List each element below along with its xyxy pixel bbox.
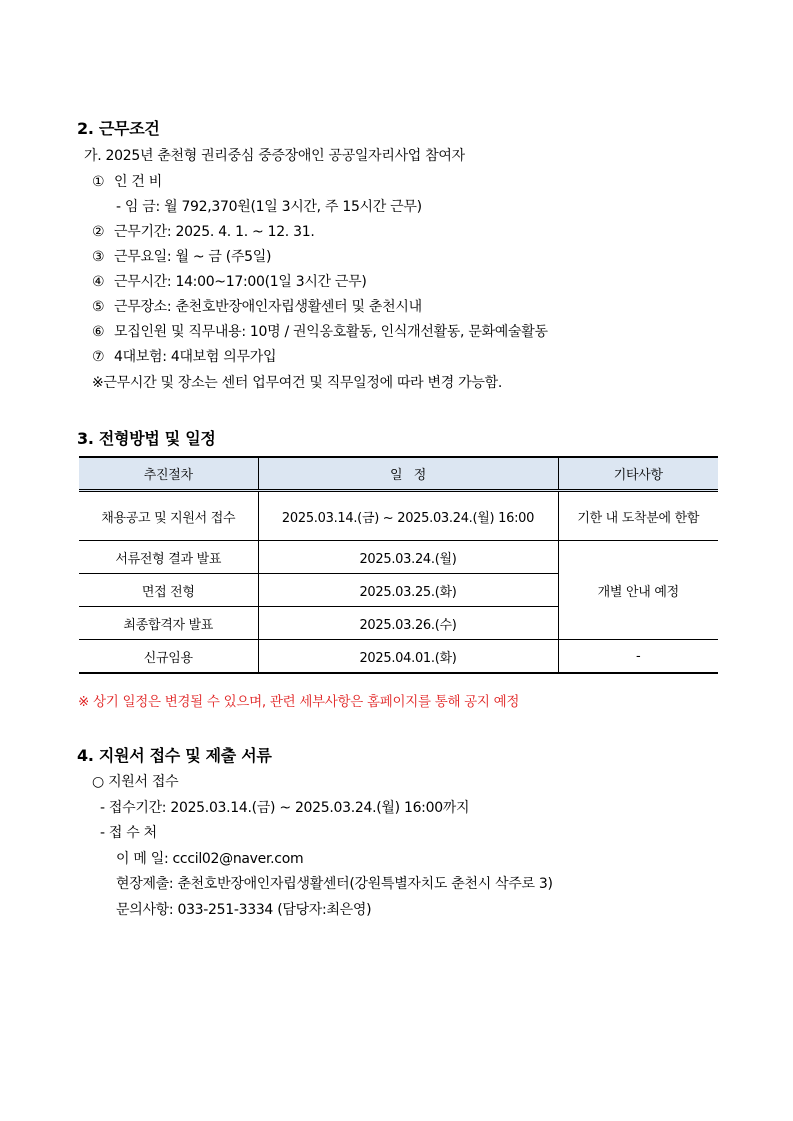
item-number: ③ xyxy=(92,249,105,265)
cell-date: 2025.03.14.(금) ~ 2025.03.24.(월) 16:00 xyxy=(258,491,558,541)
cell-step: 신규임용 xyxy=(79,640,258,674)
section-2-note: ※근무시간 및 장소는 센터 업무여건 및 직무일정에 따라 변경 가능함. xyxy=(92,375,502,391)
cell-date: 2025.03.26.(수) xyxy=(258,607,558,640)
section-4-title: 4. 지원서 접수 및 제출 서류 xyxy=(77,746,272,765)
item-number: ⑥ xyxy=(92,324,105,340)
cell-date: 2025.03.25.(화) xyxy=(258,574,558,607)
section-2-title: 2. 근무조건 xyxy=(77,119,160,138)
section-4-bullet: ○ 지원서 접수 xyxy=(92,774,179,790)
condition-item xyxy=(92,321,548,341)
section-3-note: ※ 상기 일정은 변경될 수 있으며, 관련 세부사항은 홈페이지를 통해 공지 예정 xyxy=(78,694,520,710)
cell-date: 2025.04.01.(화) xyxy=(258,640,558,674)
header-step: 추진절차 xyxy=(79,457,258,491)
condition-item xyxy=(92,221,314,241)
cell-step: 서류전형 결과 발표 xyxy=(79,541,258,574)
item-number: ⑦ xyxy=(92,349,105,365)
condition-item xyxy=(92,296,422,316)
table-row xyxy=(79,541,718,574)
cell-etc-merged: 개별 안내 예정 xyxy=(558,541,718,640)
cell-step: 최종합격자 발표 xyxy=(79,607,258,640)
cell-etc: - xyxy=(558,640,718,674)
item-text: 근무기간: 2025. 4. 1. ~ 12. 31. xyxy=(114,224,315,240)
item-number: ④ xyxy=(92,274,105,290)
condition-item xyxy=(116,196,422,216)
table-row xyxy=(79,491,718,541)
section-3-title: 3. 전형방법 및 일정 xyxy=(77,429,216,448)
cell-step: 면접 전형 xyxy=(79,574,258,607)
contact-line: 문의사항: 033-251-3334 (담당자:최은영) xyxy=(116,902,372,918)
item-number: ② xyxy=(92,224,105,240)
header-date: 일 정 xyxy=(258,457,558,491)
item-text: 인 건 비 xyxy=(114,174,162,190)
item-text: 근무장소: 춘천호반장애인자립생활센터 및 춘천시내 xyxy=(114,299,422,315)
table-row xyxy=(79,640,718,674)
application-period: - 접수기간: 2025.03.14.(금) ~ 2025.03.24.(월) 16:00까지 xyxy=(100,800,470,816)
item-text: 모집인원 및 직무내용: 10명 / 권익옹호활동, 인식개선활동, 문화예술활동 xyxy=(114,324,548,340)
item-text: - 임 금: 월 792,370원(1일 3시간, 주 15시간 근무) xyxy=(116,199,422,215)
item-text: 4대보험: 4대보험 의무가입 xyxy=(114,349,277,365)
cell-etc: 기한 내 도착분에 한함 xyxy=(558,491,718,541)
cell-date: 2025.03.24.(월) xyxy=(258,541,558,574)
header-etc: 기타사항 xyxy=(558,457,718,491)
item-number: ① xyxy=(92,174,105,190)
condition-item xyxy=(92,271,367,291)
condition-item xyxy=(92,171,162,191)
item-number: ⑤ xyxy=(92,299,105,315)
condition-item xyxy=(92,246,271,266)
email-line: 이 메 일: cccil02@naver.com xyxy=(116,851,304,867)
condition-item xyxy=(92,346,276,366)
item-text: 근무시간: 14:00~17:00(1일 3시간 근무) xyxy=(114,274,367,290)
table-header-row xyxy=(79,457,718,491)
submission-place-label: - 접 수 처 xyxy=(100,825,157,841)
onsite-line: 현장제출: 춘천호반장애인자립생활센터(강원특별자치도 춘천시 삭주로 3) xyxy=(116,876,553,892)
item-text: 근무요일: 월 ~ 금 (주5일) xyxy=(114,249,272,265)
section-2-subtitle: 가. 2025년 춘천형 권리중심 중증장애인 공공일자리사업 참여자 xyxy=(84,148,465,164)
schedule-table xyxy=(79,456,718,674)
cell-step: 채용공고 및 지원서 접수 xyxy=(79,491,258,541)
